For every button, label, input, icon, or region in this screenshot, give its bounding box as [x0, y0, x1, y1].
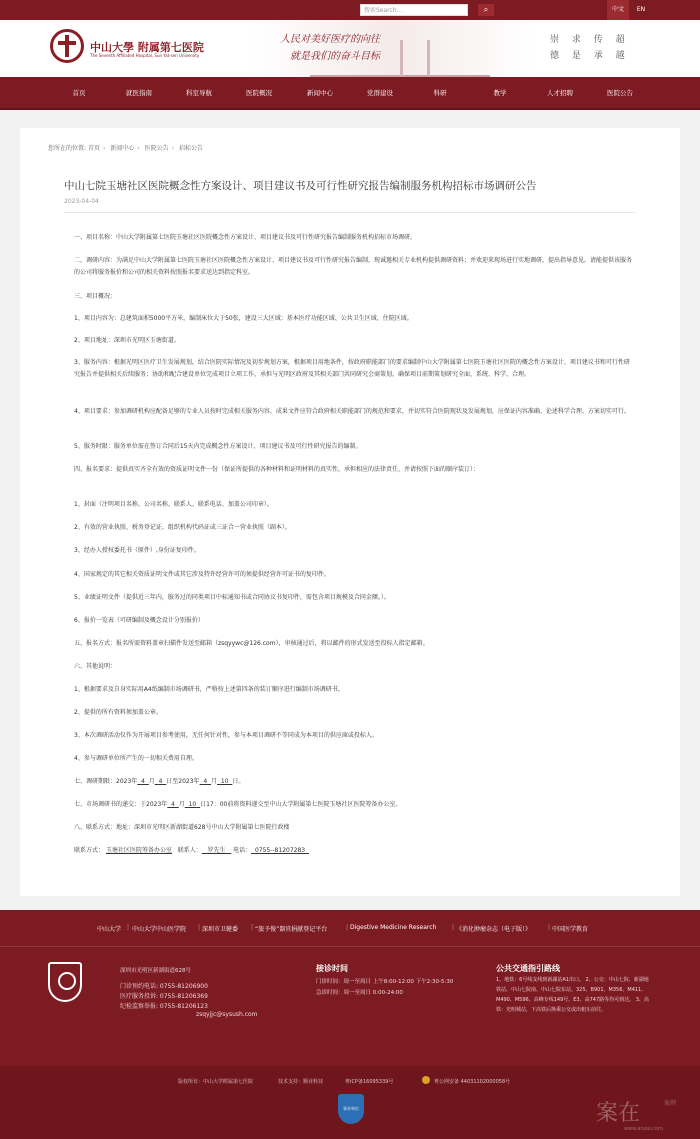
paragraph-18: 1、根据要求及自身实际用A4纸编制市场调研书，严格按上述第四条的装订顺序进行编制市场调研书。	[74, 686, 344, 693]
text: 4	[171, 801, 175, 808]
paragraph-6: 3、服务内容：根据光明区医疗卫生发展规划，结合医院实际情况及初步规划方案，根据项目用地条件，按政府职能部门的要求编制中山大学附属第七医院玉塘社区医院的概念性方案设计、项目建议书和可行性研究报告并提供相关后续服务；协助和配合建设单位完成项目立项工作，承担与光明区政府及其相关部门共同研究会商策划，确保项目前期策划研究全面、系统、科学、合理。	[74, 359, 630, 378]
month-value	[137, 778, 148, 785]
text: 0755--81207283	[254, 847, 306, 854]
paragraph-5: 2、项目地址：深圳市光明区玉塘街道。	[74, 337, 180, 344]
article-date: 2023-04-04	[64, 198, 99, 205]
text: 4	[203, 778, 208, 785]
day-value	[217, 778, 232, 785]
watermark-logo: 案在	[596, 1101, 641, 1126]
paragraph-23	[74, 799, 634, 811]
paragraph-9: 四、报名要求：提供真实齐全有效的资质证明文件一份（保证所提供的各种材料和证明材料的真实性，承担相应的法律责任，并请按照下面的顺序装订）：	[74, 466, 480, 473]
article-title: 中山七院玉塘社区医院概念性方案设计、项目建议书及可行性研究报告编制服务机构招标市场调研公告	[64, 180, 537, 192]
footer-reception-outpatient: 门诊时间：周一至周日 上午8:00-12:00 下午2:30-5:30	[316, 979, 454, 985]
top-bar	[0, 0, 700, 20]
footer-transit-text: 1、地铁：6号线支线到新湖站A1出口。 2、公交：中山七院、新湖地铁站、中山七院南、中山七院东站。325、B901、M356、M411、M490、M596、高峰专线149号、E3、高747路等均可到达。 3、高铁：光明城站，下高铁后换乘公交或出租车前往。	[496, 977, 649, 1013]
footer-link-zsm[interactable]: 中山大学中山医学院	[132, 926, 187, 933]
breadcrumb-tenders[interactable]: 招标公告	[178, 145, 203, 152]
footer-link-separator: |	[127, 924, 130, 931]
slogan-line-2: 就是我们的奋斗目标	[290, 51, 380, 62]
footer-phone-complaint: 医疗服务投诉: 0755-81206369	[120, 993, 208, 1000]
logo-text-cn[interactable]: 中山大學 附属第七医院	[90, 41, 204, 54]
nav-item-announcements[interactable]: 医院公告	[607, 89, 633, 97]
footer-link-journal[interactable]: 《消化肿瘤杂志（电子版）》	[456, 926, 532, 933]
month-value	[200, 778, 211, 785]
breadcrumb-separator: ›	[171, 145, 175, 152]
search-input[interactable]: 搜索Search...	[360, 4, 468, 16]
search-icon: ⌕	[483, 5, 489, 14]
footer-reception-emergency: 急诊时间：周一至周日 0:00-24:00	[316, 990, 403, 996]
main-nav	[0, 77, 700, 110]
text: 10	[188, 801, 197, 808]
text: 4	[158, 778, 163, 785]
footer-link-separator: |	[251, 924, 254, 931]
text: 电话：	[233, 847, 252, 854]
motto-line-1: 崇 求 传 超	[550, 35, 630, 45]
text: 10	[220, 778, 229, 785]
nav-item-about[interactable]: 医院概况	[246, 89, 272, 97]
paragraph-16: 五、报名方式：报名所需资料盖章扫描件发送至邮箱（zsqyywc@126.com），审核通过后，将以邮件的形式发送至投标人指定邮箱。	[74, 640, 429, 647]
nav-item-guide[interactable]: 就医指南	[126, 89, 152, 97]
footer-copyright: 版权所有：中山大学附属第七医院	[178, 1079, 254, 1085]
text: 月	[148, 778, 155, 785]
text: 七、调研期限：2023年	[74, 778, 138, 785]
paragraph-20: 3、本次调研活动仅作为开展项目参考使用，无任何针对性，参与本项目调研不等同成为本项目的供应商或投标人。	[74, 732, 378, 739]
footer-link-sysu[interactable]: 中山大学	[97, 926, 122, 933]
paragraph-17: 六、其他说明：	[74, 663, 117, 670]
paragraph-3: 三、项目概况：	[74, 293, 117, 300]
paragraph-11: 2、有效的营业执照、税务登记证、组织机构代码证或三证合一营业执照（副本）。	[74, 524, 291, 531]
lang-en-button[interactable]: EN	[636, 6, 646, 13]
breadcrumb-news[interactable]: 新闻中心	[110, 145, 135, 152]
paragraph-4: 1、项目内容为：总建筑面积5000平方米，编制床位大于50张，建设三大区域：基本医疗功能区域、公共卫生区域、住院区域。	[74, 315, 413, 322]
paragraph-15: 6、报价一览表（可研编制及概念设计分别报价）	[74, 617, 204, 624]
month-value	[167, 801, 178, 808]
paragraph-1: 一、项目名称：中山大学附属第七医院玉塘社区医院概念性方案设计、项目建议书及可行性研究报告编制服务机构招标市场调研。	[74, 234, 417, 241]
breadcrumb	[48, 143, 203, 152]
text: 日17：00前将资料递交至中山大学附属第七医院玉塘社区医院筹备办公室。	[200, 801, 402, 808]
hospital-shield-icon	[48, 962, 82, 1002]
paragraph-25	[74, 845, 634, 857]
footer-link-dmr[interactable]: Digestive Medicine Research	[350, 924, 437, 931]
footer-link-separator: |	[346, 924, 349, 931]
breadcrumb-prefix: 您所在的位置:	[48, 145, 87, 152]
paragraph-8: 5、服务时限：服务单位需在签订合同后15天内完成概念性方案设计、项目建议书及可行性研究报告的编制。	[74, 443, 362, 450]
footer-transit-title: 公共交通指引路线	[496, 964, 560, 973]
paragraph-19: 2、提供的所有资料须加盖公章。	[74, 709, 162, 716]
paragraph-12: 3、经办人授权委托书（原件）,身份证复印件。	[74, 547, 200, 554]
contact-person	[202, 847, 231, 854]
nav-item-party[interactable]: 党群建设	[367, 89, 393, 97]
hospital-logo-icon[interactable]	[50, 29, 84, 63]
footer-link-szwjw[interactable]: 深圳市卫健委	[202, 926, 239, 933]
breadcrumb-separator: ›	[137, 145, 140, 152]
gov-badge[interactable]: 事业单位	[338, 1094, 364, 1124]
motto-line-2: 德 是 承 越	[550, 51, 630, 61]
text: 七、市场调研书的递交：于2023年	[74, 801, 168, 808]
footer-email: zsqyjjc@sysush.com	[196, 1011, 258, 1018]
paragraph-21: 4、参与调研单位所产生的一切相关费用自理。	[74, 755, 198, 762]
paragraph-24: 八、联系方式：地址：深圳市光明区新湖街道628号中山大学附属第七医院行政楼	[74, 824, 290, 831]
text: 联系人：	[177, 847, 202, 854]
footer-reception-title: 接诊时间	[316, 964, 348, 973]
paragraph-2: 二、调研内容：为满足中山大学附属第七医院玉塘社区医院概念性方案设计、项目建议书及可行性研究报告编制，现诚邀相关专业机构提供调研资料；并欢迎来现场进行实地调研，提出指导意见。请能提供该服务的公司将服务报价和公司的相关资料按照报名要求送达到指定科室。	[74, 257, 633, 276]
footer-link-separator: |	[452, 924, 455, 931]
nav-item-careers[interactable]: 人才招聘	[547, 89, 573, 97]
footer-tech-support: 技术支持：顺业科技	[278, 1079, 324, 1085]
footer-icp[interactable]: 粤ICP备16095339号	[345, 1079, 394, 1085]
watermark-url: www.anzai.com	[624, 1126, 663, 1132]
nav-item-research[interactable]: 科研	[433, 89, 447, 97]
nav-item-home[interactable]: 首页	[72, 89, 86, 97]
text: 日至2023年	[166, 778, 200, 785]
logo-text-en: The Seventh Affiliated Hospital, Sun Yat-sen University	[90, 53, 200, 58]
breadcrumb-announcements[interactable]: 医院公告	[144, 145, 169, 152]
contact-office: 玉塘社区医院筹备办公室	[105, 847, 172, 854]
search-button[interactable]	[478, 4, 494, 16]
police-badge-icon	[422, 1076, 430, 1084]
footer-link-organ-donation[interactable]: “旅予俊”器官捐献登记平台	[255, 926, 328, 933]
contact-phone	[251, 847, 309, 854]
text: 联系方式：	[74, 847, 105, 854]
nav-item-news[interactable]: 新闻中心	[307, 89, 333, 97]
text: 日。	[232, 778, 245, 785]
paragraph-10: 1、封面（注明项目名称、公司名称、联系人、联系电话、加盖公司印章）。	[74, 501, 273, 508]
paragraph-7: 4、项目要求：参加调研机构应配备足够的专业人员按时完成相关服务内容，成果文件应符合政府相关职能部门的规范和要求，并切实符合医院现状及发展规划，应保证内容准确、论述科学合理、方案切实可行。	[74, 408, 630, 415]
footer-phone-appointment: 门诊预约电话: 0755-81206900	[120, 983, 208, 990]
text: 4	[141, 778, 145, 785]
slogan-line-1: 人民对美好医疗的向往	[280, 34, 380, 45]
watermark-logo-small: 案例	[664, 1100, 677, 1107]
nav-item-teaching[interactable]: 教学	[493, 89, 507, 97]
breadcrumb-separator: ›	[102, 145, 106, 152]
footer-police-record[interactable]: 粤公网安备 44031102000058号	[434, 1079, 511, 1085]
paragraph-14: 5、业绩证明文件（提供近三年内，服务过的同类项目中标通知书或合同协议书复印件，需包含项目规模及合同金额。）。	[74, 594, 390, 601]
text: 月	[178, 801, 185, 808]
day-value	[155, 778, 166, 785]
breadcrumb-home[interactable]: 首页	[87, 145, 100, 152]
lang-zh-button[interactable]: 中文	[607, 0, 629, 20]
paragraph-13: 4、国家规定的其它相关资质证明文件或其它涉及特许经营许可的须提供经营许可证书的复印件。	[74, 571, 330, 578]
text: 月	[211, 778, 218, 785]
footer-link-separator: |	[198, 924, 201, 931]
text: 罗先生	[207, 847, 226, 854]
nav-item-departments[interactable]: 科室导航	[186, 89, 212, 97]
footer-phone-report: 纪检监察举报: 0755-81206123	[120, 1003, 208, 1010]
day-value	[185, 801, 200, 808]
title-divider	[64, 212, 636, 213]
footer-link-cme[interactable]: 中国医学教育	[552, 926, 589, 933]
paragraph-22	[74, 776, 634, 788]
footer-link-separator: |	[548, 924, 551, 931]
footer-address: 深圳市光明区新湖街道628号	[120, 968, 191, 974]
